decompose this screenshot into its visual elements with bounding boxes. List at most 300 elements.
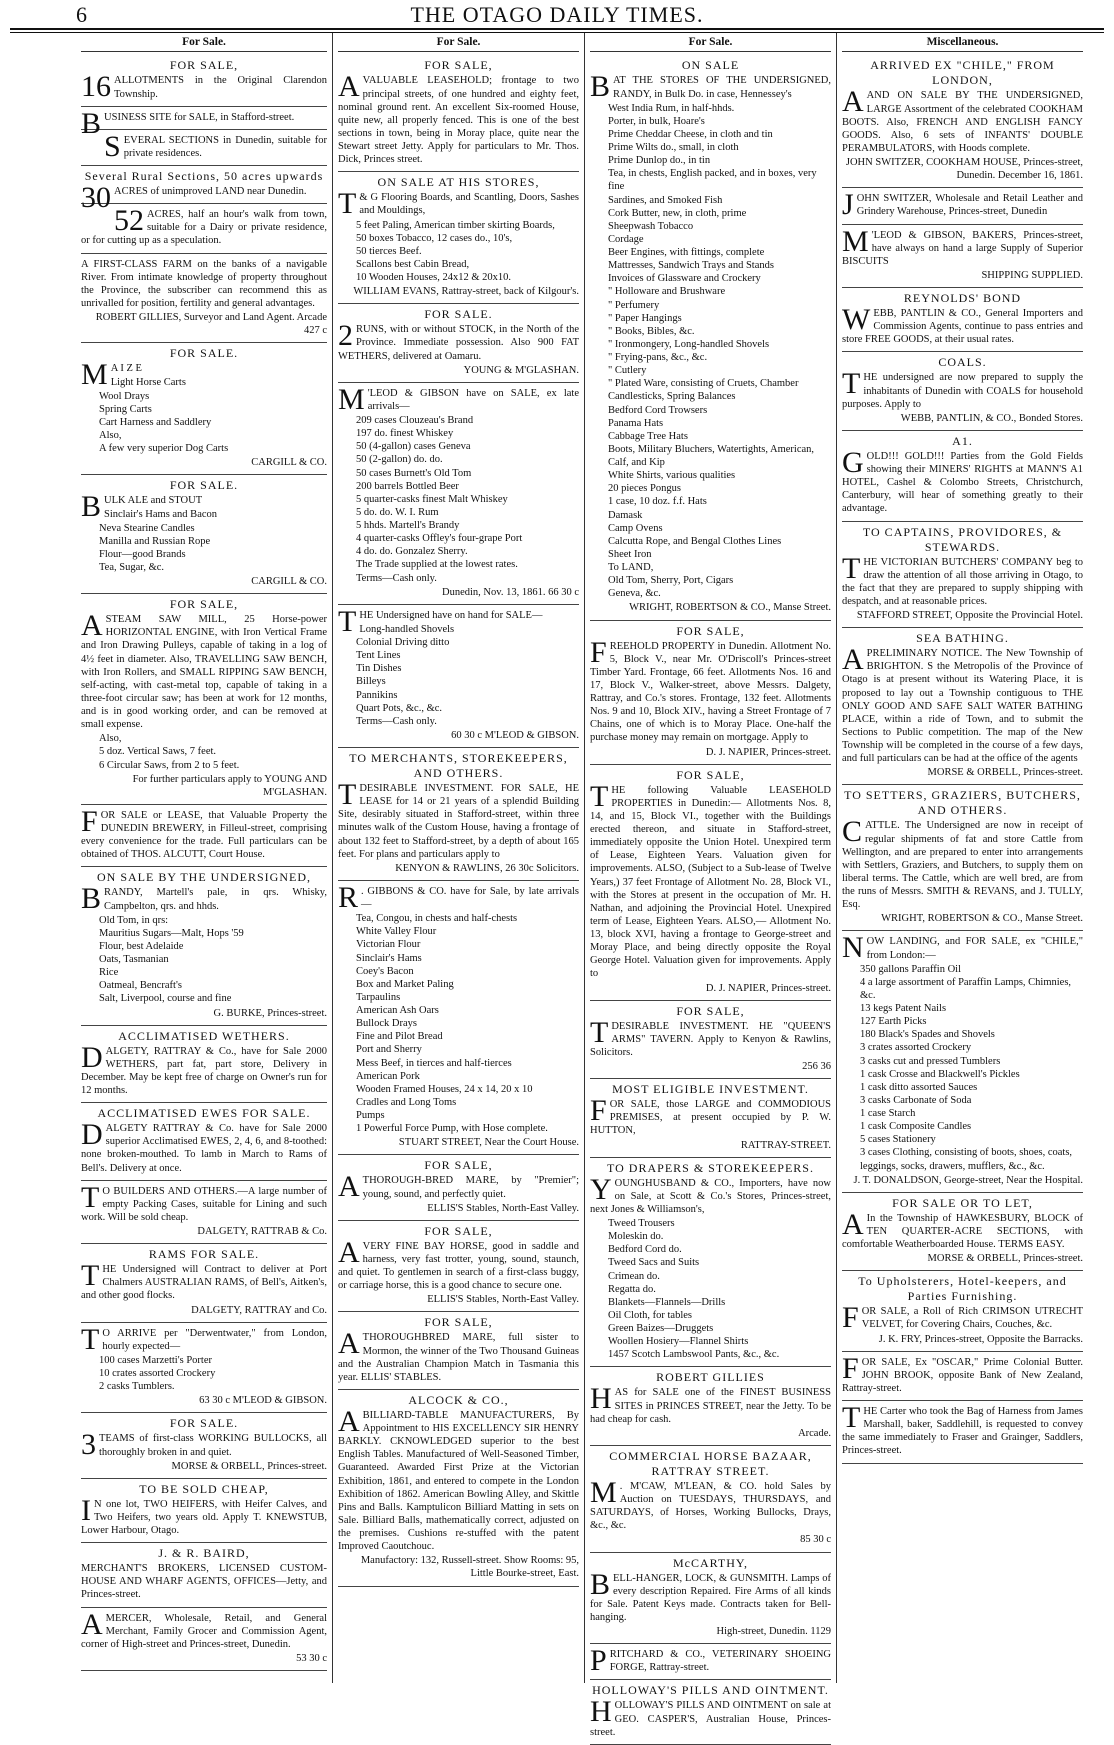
drop-initial: T xyxy=(338,187,357,221)
ad-item: 127 Earth Picks xyxy=(860,1016,927,1028)
ad-text: REEHOLD PROPERTY in Dunedin. Allotment No. 5, Block V., near Mr. O'Driscoll's Princes-street Timber Yard. Frontage, 66 feet. Allotments Nos. 16 and 17, Block V., Walker-street, above Messrs. Dalgety, Rattray, and Co.'s stores. Frontage, 132 feet. Allotments Nos. 9 and 10, Block XIV., having a Street Frontage of 7 Chains, one of which is to Moray Place. One-half the purchase money may remain on mortgage. Apply to xyxy=(590,640,831,744)
advertisement xyxy=(590,1001,831,1080)
ad-title: FOR SALE. xyxy=(169,346,239,361)
ad-signature: DALGETY, RATTRAB & Co. xyxy=(197,1226,327,1237)
advertisement xyxy=(842,1352,1083,1401)
ad-item: Pumps xyxy=(356,1110,385,1121)
ad-body xyxy=(842,367,1083,410)
ad-item: 1 Powerful Force Pump, with Hose complete. xyxy=(356,1123,548,1135)
ad-item: To LAND, xyxy=(608,562,654,573)
ad-title: McCARTHY, xyxy=(672,1555,749,1570)
ad-body xyxy=(81,258,327,311)
advertisement xyxy=(842,188,1083,224)
newspaper-title: THE OTAGO DAILY TIMES. xyxy=(410,2,704,27)
advertisement xyxy=(81,204,327,253)
ad-item-list xyxy=(356,912,579,1135)
ad-text: DESIRABLE INVESTMENT. FOR SALE, HE LEASE for 14 or 21 years of a splendid Building Site, desirably situated in Stafford-street, within three minutes walk of the Custom House, having a frontage of about 132 feet to Stafford-street, by a depth of about 165 feet. For plans and particulars apply to xyxy=(338,783,579,860)
ad-title: FOR SALE, xyxy=(676,623,745,638)
ad-signature: Arcade. xyxy=(798,1427,831,1439)
advertisement xyxy=(81,1543,327,1607)
advertisement xyxy=(81,106,327,140)
ad-item: Woollen Hosiery—Flannel Shirts xyxy=(608,1336,749,1348)
drop-initial: A xyxy=(842,85,864,119)
ad-item: Prime Cheddar Cheese, in cloth and tin xyxy=(608,128,773,140)
ad-text: In the Township of HAWKESBURY, BLOCK of TEN QUARTER-ACRE SECTIONS, with comfortable Weatherboarded House. TERMS EASY. xyxy=(842,1212,1083,1250)
ad-item: Sheet Iron xyxy=(608,548,652,560)
ad-title: FOR SALE. xyxy=(169,478,239,493)
ad-signature: RATTRAY-STREET. xyxy=(740,1139,831,1151)
ad-item: 350 gallons Paraffin Oil xyxy=(860,963,962,975)
ad-item: " Ironmongery, Long-handled Shovels xyxy=(608,338,770,350)
ad-text: OHN SWITZER, Wholesale and Retail Leather and Grindery Warehouse, Princes-street, Dunedin xyxy=(856,193,1083,218)
ad-title: Several Rural Sections, 50 acres upwards xyxy=(84,169,324,183)
ad-item: " Paper Hangings xyxy=(608,312,682,324)
drop-initial: F xyxy=(842,1351,859,1385)
ad-item: Bedford Cord Trowsers xyxy=(608,404,708,416)
ad-body xyxy=(590,635,831,745)
column-3 xyxy=(584,33,836,1738)
advertisement xyxy=(81,1026,327,1104)
ad-body xyxy=(842,85,1083,155)
ad-item: 13 kegs Patent Nails xyxy=(860,1003,947,1014)
ad-signature: G. BURKE, Princes-street. xyxy=(213,1007,327,1019)
ad-title: FOR SALE, xyxy=(424,1315,493,1330)
ad-body xyxy=(81,70,327,104)
ad-item: 5 cases Stationery xyxy=(860,1134,936,1146)
ad-title: ARRIVED EX "CHILE," FROM LONDON, xyxy=(870,58,1055,88)
advertisement xyxy=(842,1271,1083,1351)
ad-item: 5 feet Paling, American timber skirting Boards, xyxy=(356,219,555,231)
ad-item: 6 Circular Saws, from 2 to 5 feet. xyxy=(99,759,240,771)
ad-body xyxy=(590,1382,831,1425)
drop-initial: C xyxy=(842,815,863,849)
ad-text: HE Carter who took the Bag of Harness from James Marshall, baker, Saddlehill, is requested to convey the same immediately to Fraser and Grainger, Saddlers, Princes-street. xyxy=(842,1406,1083,1457)
ad-item-list xyxy=(356,219,579,285)
ad-text: HE following Valuable LEASEHOLD PROPERTIES in Dunedin:— Allotments Nos. 8, 14, and 15, Block VI., together with the Buildings erected thereon, and situate in Stafford-street, immediately opposite the Union Hotel. Unexpired term of Lease, Eighteen Years. Valuation given for improvements. ALSO, (Subject to a Sub-lease of Twelve Years,) 37 feet Frontage of Allotment No. 28, Block VI., with the Stores at present in the occupation of Mr. H. Nathan, and adjoining the Provincial Hotel. Unexpired term of Lease, Eighteen Years. ALSO,— Allotment No. 13, block XVI, having a frontage to George-street and Moray Place, and being directly opposite the Royal George Hotel. Valuation given for improvements. Apply to xyxy=(590,784,831,980)
drop-initial: T xyxy=(338,778,357,811)
ad-title: ACCLIMATISED EWES FOR SALE. xyxy=(97,1106,311,1121)
drop-initial: M xyxy=(338,382,365,416)
ad-text: MERCER, Wholesale, Retail, and General Merchant, Family Grocer and Commission Agent, corner of High-street and Princes-street, Dunedin. xyxy=(81,1612,327,1650)
ad-text: A I Z E xyxy=(110,363,142,375)
ad-item: A few very superior Dog Carts xyxy=(99,443,229,454)
ad-text: HE undersigned are now prepared to supply the inhabitants of Dunedin with COALS for household purposes. Apply to xyxy=(842,372,1083,410)
ad-text: OUNGHUSBAND & CO., Importers, have now on Sale, at Scott & Co.'s Stores, Princes-street, next Jones & Williamson's, xyxy=(590,1177,831,1215)
ad-item: 197 do. finest Whiskey xyxy=(356,428,454,440)
ad-title: TO DRAPERS & STOREKEEPERS. xyxy=(607,1160,814,1175)
advertisement xyxy=(590,1158,831,1368)
drop-initial: T xyxy=(338,604,357,638)
drop-initial: H xyxy=(590,1695,612,1729)
ad-item: Geneva, &c. xyxy=(608,588,661,600)
masthead xyxy=(10,0,1104,28)
ad-body xyxy=(590,1567,831,1625)
ad-text: OR SALE or LEASE, that Valuable Property the DUNEDIN BREWERY, in Filleul-street, comprising every convenience for the trade. Full particulars can be obtained of THOS. ALCUTT, Court House. xyxy=(81,809,327,861)
ad-body xyxy=(81,882,327,916)
ad-body xyxy=(338,1404,579,1553)
ad-item: 4 a large assortment of Paraffin Lamps, Chimnies, &c. xyxy=(860,976,1072,1001)
ad-signature: J. T. DONALDSON, George-street, Near the Hospital. xyxy=(853,1174,1083,1186)
ad-item: 5 hhds. Martell's Brandy xyxy=(356,520,460,531)
ad-title: ACCLIMATISED WETHERS. xyxy=(118,1028,290,1043)
ad-item: Terms—Cash only. xyxy=(356,572,437,584)
drop-initial: N xyxy=(842,931,864,965)
advertisement xyxy=(338,748,579,881)
ad-text: USINESS SITE for SALE, in Stafford-street. xyxy=(104,111,295,123)
ad-signature: WRIGHT, ROBERTSON & CO., Manse Street. xyxy=(629,602,831,614)
ad-signature: D. J. NAPIER, Princes-street. xyxy=(705,746,831,758)
ad-item: Pannikins xyxy=(356,689,398,701)
advertisement xyxy=(590,1367,831,1446)
advertisement xyxy=(842,225,1083,289)
ad-item: Cork Butter, new, in cloth, prime xyxy=(608,207,747,219)
ad-item: Prime Wilts do., small, in cloth xyxy=(608,142,739,153)
ad-item-list xyxy=(99,508,327,574)
ad-title: SEA BATHING. xyxy=(916,631,1009,646)
drop-initial: A xyxy=(338,1235,360,1269)
newspaper-page xyxy=(10,0,1104,1738)
ad-text: STEAM SAW MILL, 25 Horse-power HORIZONTAL ENGINE, with Iron Vertical Frame and Iron Drawing Pulleys, capable of taking in a log of 4½ feet in diameter. Also, TRAVELLING SAW BENCH, with Iron Rollers, and SMALL RIPPING SAW BENCH, self-acting, with cast-metal top, capable of taking in a three-foot circular saw; has been at work for 12 months, and is in good working order, and can be removed at small expense. xyxy=(81,614,327,731)
ad-item: " Frying-pans, &c., &c. xyxy=(608,352,708,363)
drop-initial: P xyxy=(590,1644,607,1678)
ad-item: Coey's Bacon xyxy=(356,965,414,977)
ad-item: Sheepwash Tobacco xyxy=(608,220,694,232)
ad-body xyxy=(338,319,579,362)
advertisement xyxy=(338,1390,579,1587)
ad-text: OR SALE, a Roll of Rich CRIMSON UTRECHT VELVET, for Covering Chairs, Couches, &c. xyxy=(861,1306,1083,1331)
ad-body xyxy=(842,1401,1083,1458)
ad-title: FOR SALE. xyxy=(169,1416,239,1431)
advertisement xyxy=(842,1193,1083,1272)
ad-item: 3 casks cut and pressed Tumblers xyxy=(860,1055,1001,1067)
column-1 xyxy=(76,33,332,1683)
ad-item: Regatta do. xyxy=(608,1283,656,1295)
drop-initial: A xyxy=(338,1170,360,1204)
advertisement xyxy=(338,55,579,172)
advertisement xyxy=(590,621,831,765)
ad-body xyxy=(842,551,1083,609)
ad-item: Oats, Tasmanian xyxy=(99,954,169,965)
ad-item: 209 cases Clouzeau's Brand xyxy=(356,415,474,426)
ad-item-list xyxy=(99,376,327,455)
ad-item: Port and Sherry xyxy=(356,1044,422,1056)
ad-item: Cart Harness and Saddlery xyxy=(99,416,212,428)
ad-title: HOLLOWAY'S PILLS AND OINTMENT. xyxy=(592,1683,829,1698)
ad-item: 3 casks Carbonate of Soda xyxy=(860,1094,972,1106)
column-2 xyxy=(332,33,584,1683)
ad-item: Tin Dishes xyxy=(356,663,402,675)
drop-initial: I xyxy=(81,1493,91,1527)
ad-signature: MORSE & ORBELL, Princes-street. xyxy=(927,1253,1083,1265)
ad-item: 10 crates assorted Crockery xyxy=(99,1368,216,1379)
ad-item: Moleskin do. xyxy=(608,1231,664,1243)
ad-item: Victorian Flour xyxy=(356,939,421,951)
drop-initial: F xyxy=(81,804,98,838)
ad-body xyxy=(81,204,327,247)
ad-body xyxy=(81,1322,327,1356)
advertisement xyxy=(590,1644,831,1680)
ad-text: TEAMS of first-class WORKING BULLOCKS, all thoroughly broken in and quiet. xyxy=(99,1433,327,1458)
advertisement xyxy=(842,785,1083,931)
ad-signature: ROBERT GILLIES, Surveyor and Land Agent. Arcade 427 c xyxy=(95,312,327,337)
advertisement xyxy=(81,55,327,106)
ad-item: 3 crates assorted Crockery xyxy=(860,1042,972,1054)
ad-item-list xyxy=(99,732,327,771)
ad-body xyxy=(81,1180,327,1224)
column-heading: For Sale. xyxy=(81,33,327,52)
ad-item: 50 tierces Beef. xyxy=(356,245,422,257)
ad-body xyxy=(338,1235,579,1293)
ad-title: COALS. xyxy=(938,355,987,370)
column-4 xyxy=(836,33,1088,1683)
ad-text: RUNS, with or without STOCK, in the North of the Province. Immediate possession. Also 900 FAT WETHERS, delivered at Oamaru. xyxy=(338,324,579,362)
ad-item-list xyxy=(99,1354,327,1393)
ad-text: AND ON SALE BY THE UNDERSIGNED, LARGE Assortment of the celebrated COOKHAM BOOTS. Also, FRENCH AND ENGLISH FANCY GOODS. Also, 6 sets of INFANTS' DOUBLE PERAMBULATORS, with Hoods complete. xyxy=(842,90,1083,154)
ad-text: ALGETY RATTRAY & Co. have for Sale 2000 superior Acclimatised EWES, 2, 4, 6, and 8-toothed: none broken-mouthed. To lamb in March to Rams of Bell's. Delivery at once. xyxy=(81,1123,327,1174)
advertisement xyxy=(338,383,579,605)
drop-initial: A xyxy=(842,1207,864,1241)
ad-title: ON SALE BY THE UNDERSIGNED, xyxy=(97,870,311,885)
ad-item: Mattresses, Sandwich Trays and Stands xyxy=(608,260,774,272)
ad-text: OLD!!! GOLD!!! Parties from the Gold Fields showing their MINERS' RIGHTS at MANN'S A1 HOTEL, Cashel & Colombo Streets, Christchurch, Canterbury, will hear of something greatly to their advantage. xyxy=(842,450,1083,515)
ad-signature: CARGILL & CO. xyxy=(251,457,327,469)
drop-initial: M xyxy=(590,1475,617,1509)
ad-text: N one lot, TWO HEIFERS, with Heifer Calves, and Two Heifers, two years old. Apply T. KNEWSTUB, Lower Harbour, Otago. xyxy=(81,1498,327,1536)
ad-item: 1 case Starch xyxy=(860,1108,916,1119)
ad-title: FOR SALE, xyxy=(424,58,493,73)
ad-body xyxy=(81,804,327,862)
ad-item: Panama Hats xyxy=(608,417,664,429)
advertisement xyxy=(81,1323,327,1414)
ad-item: Sinclair's Hams xyxy=(356,952,422,964)
ad-title: REYNOLDS' BOND xyxy=(903,291,1022,305)
drop-initial: B xyxy=(81,106,102,140)
ad-signature: YOUNG & M'GLASHAN. xyxy=(463,364,579,376)
ad-signature: WEBB, PANTLIN, & CO., Bonded Stores. xyxy=(900,412,1083,424)
ad-signature: STUART STREET, Near the Court House. xyxy=(398,1137,579,1149)
ad-title: RAMS FOR SALE. xyxy=(148,1247,260,1262)
ad-item: West India Rum, in half-hhds. xyxy=(608,102,735,114)
advertisement xyxy=(81,1608,327,1672)
drop-initial: T xyxy=(842,367,861,401)
advertisement xyxy=(338,1155,579,1220)
drop-initial: T xyxy=(81,1259,100,1293)
ad-item: Oil Cloth, for tables xyxy=(608,1309,692,1321)
ad-signature: CARGILL & CO. xyxy=(251,576,327,587)
ad-item-list xyxy=(608,1217,831,1361)
advertisement xyxy=(81,1479,327,1543)
ad-text: AS for SALE one of the FINEST BUSINESS SITES in PRINCES STREET, near the Jetty. To be had cheap for cash. xyxy=(590,1387,831,1425)
ad-body xyxy=(81,1607,327,1651)
ad-item: 180 Black's Spades and Shovels xyxy=(860,1029,995,1041)
ad-item: 50 boxes Tobacco, 12 cases do., 10's, xyxy=(356,232,513,244)
ad-text: . GIBBONS & CO. have for Sale, by late arrivals— xyxy=(361,885,579,910)
ad-item: Mauritius Sugars—Malt, Hops '59 xyxy=(99,927,244,939)
ad-text: THOROUGHBRED MARE, full sister to Mormon, the winner of the Two Thousand Guineas and the Australian Champion Match in Tasmania this year. ELLIS' STABLES. xyxy=(338,1332,579,1383)
ad-item: Mess Beef, in tierces and half-tierces xyxy=(356,1057,512,1069)
ad-item: 50 cases Burnett's Old Tom xyxy=(356,467,472,479)
ad-text: ELL-HANGER, LOCK, & GUNSMITH. Lamps of every description Repaired. Fire Arms of all kinds for Sale. Patent Keys made. Contracts taken for Bell-hanging. xyxy=(590,1572,831,1623)
drop-initial: M xyxy=(81,358,108,392)
ad-item: Damask xyxy=(608,509,643,521)
drop-initial: D xyxy=(81,1040,103,1074)
ad-text: RITCHARD & CO., VETERINARY SHOEING FORGE, Rattray-street. xyxy=(609,1649,831,1674)
drop-initial: F xyxy=(842,1301,859,1335)
ad-signature: MORSE & ORBELL, Princes-street. xyxy=(927,767,1083,779)
ad-body xyxy=(590,779,831,981)
advertisement xyxy=(842,1401,1083,1464)
ad-title: MOST ELIGIBLE INVESTMENT. xyxy=(612,1082,809,1097)
ad-text: RANDY, Martell's pale, in qrs. Whisky, Campbelton, qrs. and hhds. xyxy=(104,887,327,912)
advertisement xyxy=(842,288,1083,352)
ad-body xyxy=(81,181,327,214)
ad-item: Colonial Driving ditto xyxy=(356,637,450,648)
advertisement xyxy=(81,166,327,214)
ad-item: White Shirts, various qualities xyxy=(608,470,736,482)
ad-text: ATTLE. The Undersigned are now in receipt of regular shipments of fat and store Cattle from Wellington, and are prepared to enter into arrangements with Settlers, Graziers, and Butchers, to supply them on liberal terms. The Cattle, which are well bred, are from the runs of Messrs. SMITH & REVANS, and J. TULLY, Esq. xyxy=(842,820,1083,911)
advertisement xyxy=(81,475,327,594)
ad-signature: JOHN SWITZER, COOKHAM HOUSE, Princes-street, Dunedin. December 16, 1861. xyxy=(845,157,1083,182)
ad-item: Spring Carts xyxy=(99,403,152,415)
drop-initial: G xyxy=(842,445,864,479)
column-heading: For Sale. xyxy=(338,33,579,52)
columns xyxy=(10,33,1104,1738)
ad-item: American Ash Oars xyxy=(356,1005,439,1016)
ad-text: PRELIMINARY NOTICE. The New Township of BRIGHTON. S the Metropolis of the Province of Otago is at present without its Watering Place, it is proposed to lay out a Township contiguous to THE ONLY GOOD AND SAFE SALT WATER BATHING PLACE, within a ride of Town, and to submit the Sections to Public competition. The map of the New Township will be completed in the course of a few days, and full particulars can be had at the office of the agents xyxy=(842,648,1083,765)
ad-item: Sinclair's Hams and Bacon xyxy=(104,509,218,521)
ad-signature: 63 30 c M'LEOD & GIBSON. xyxy=(199,1395,327,1407)
ad-title: To Upholsterers, Hotel-keepers, and Parties Furnishing. xyxy=(858,1274,1067,1304)
ad-signature: STAFFORD STREET, Opposite the Provincial Hotel. xyxy=(856,610,1083,621)
ad-text: AT THE STORES OF THE UNDERSIGNED, RANDY, in Bulk Do. in case, Hennessey's xyxy=(613,75,831,100)
advertisement xyxy=(590,1079,831,1158)
ad-title: A1. xyxy=(952,433,973,448)
advertisement xyxy=(81,1181,327,1245)
drop-initial: A xyxy=(338,1327,360,1361)
ad-item: " Perfumery xyxy=(608,299,660,311)
advertisement xyxy=(81,1103,327,1181)
ad-item: Tweed Trousers xyxy=(608,1218,675,1229)
ad-signature: DALGETY, RATTRAY and Co. xyxy=(191,1304,327,1316)
ad-item: Wool Drays xyxy=(99,390,150,402)
ad-body xyxy=(590,70,831,104)
drop-initial: T xyxy=(590,1015,609,1049)
drop-initial: T xyxy=(590,779,609,813)
ad-text: O ARRIVE per "Derwentwater," from London, hourly expected— xyxy=(102,1327,327,1352)
ad-text: HE VICTORIAN BUTCHERS' COMPANY beg to draw the attention of all those arriving in Otago, to the fact that they are prepared to supply shipping with despatch, and at reasonable prices. xyxy=(842,556,1083,607)
drop-initial: 2 xyxy=(338,319,353,353)
advertisement xyxy=(338,304,579,383)
advertisement xyxy=(81,867,327,1025)
ad-title: FOR SALE. xyxy=(424,307,493,322)
ad-body xyxy=(842,188,1083,222)
ad-text: OLLOWAY'S PILLS AND OINTMENT on sale at GEO. CASPER'S, Australian House, Princes-street. xyxy=(590,1700,831,1738)
ad-item: Cradles and Long Toms xyxy=(356,1096,457,1108)
drop-initial: J xyxy=(842,188,854,222)
ad-signature: KENYON & RAWLINS, 26 30c Solicitors. xyxy=(395,862,579,874)
ad-item: Tent Lines xyxy=(356,650,401,662)
ad-body xyxy=(81,1118,327,1175)
drop-initial: B xyxy=(590,1567,611,1601)
ad-item: Invoices of Glassware and Crockery xyxy=(608,273,761,285)
drop-initial: M xyxy=(842,224,869,258)
ad-item: Tea, Congou, in chests and half-chests xyxy=(356,913,518,925)
ad-item: 10 Wooden Houses, 24x12 & 20x10. xyxy=(356,272,511,283)
advertisement xyxy=(590,55,831,620)
ad-title: TO CAPTAINS, PROVIDORES, & STEWARDS. xyxy=(862,524,1063,554)
advertisement xyxy=(842,352,1083,431)
ad-text: OR SALE, those LARGE and COMMODIOUS PREMISES, at present occupied by P. W. HUTTON, xyxy=(590,1099,831,1137)
advertisement xyxy=(81,805,327,868)
drop-initial: B xyxy=(81,882,102,916)
ad-text: O BUILDERS AND OTHERS.—A large number of empty Packing Cases, suitable for Lining and such work. Will be sold cheap. xyxy=(81,1185,327,1223)
ad-item: Flour, best Adelaide xyxy=(99,940,184,952)
ad-item: " Holloware and Brushware xyxy=(608,286,726,298)
ad-body xyxy=(338,70,579,166)
advertisement xyxy=(842,628,1083,785)
ad-text: A FIRST-CLASS FARM on the banks of a navigable River. From intimate knowledge of property throughout the Province, the subscriber can recommend this as unrivalled for position, fertility and general advantages. xyxy=(81,258,327,309)
ad-text: BILLIARD-TABLE MANUFACTURERS, By Appointment to HIS EXCELLENCY SIR HENRY BARKLY. CKNOWLEDGED superior to the best English Tables. Manufactured of Well-Seasoned Timber, Guaranteed. Awarded First Prize at the Victorian Exhibition, 1861, and entered to compete in the London Exhibition of 1862. American Bowling Alley, and Skittle Pins and Balls. Kamptulicon Billiard Matting in sets on Sale. Billiard Balls, mathematically correct, adjusted on the premises. Cushions re-stuffed with the patent Improved Caoutchouc. xyxy=(338,1409,579,1553)
ad-title: FOR SALE, xyxy=(676,767,745,782)
ad-item: Also, xyxy=(99,733,122,745)
ad-item-list xyxy=(356,414,579,585)
ad-item: Green Baizes—Druggets xyxy=(608,1323,714,1334)
ad-body xyxy=(590,1644,831,1678)
ad-item-list xyxy=(99,914,327,1006)
ad-signature: For further particulars apply to YOUNG AND M'GLASHAN. xyxy=(132,773,327,798)
ad-item: Billeys xyxy=(356,676,386,688)
ad-item: Fine and Pilot Bread xyxy=(356,1031,443,1043)
ad-item: " Books, Bibles, &c. xyxy=(608,325,695,337)
ad-body xyxy=(338,778,579,861)
advertisement xyxy=(81,1413,327,1478)
drop-initial: A xyxy=(81,1607,103,1641)
advertisement xyxy=(842,931,1083,1192)
ad-title: FOR SALE, xyxy=(424,1223,493,1238)
ad-signature: WILLIAM EVANS, Rattray-street, back of Kilgour's. xyxy=(353,286,579,298)
drop-initial: H xyxy=(590,1382,612,1416)
ad-title: TO MERCHANTS, STOREKEEPERS, AND OTHERS. xyxy=(349,751,568,780)
ad-title: FOR SALE, xyxy=(424,1158,493,1173)
ad-signature: Dunedin, Nov. 13, 1861. 66 30 c xyxy=(442,586,579,598)
ad-text: DESIRABLE INVESTMENT. HE "QUEEN'S ARMS" TAVERN. Apply to Kenyon & Rawlins, Solicitors. xyxy=(590,1020,831,1058)
advertisement xyxy=(81,254,327,344)
ad-body xyxy=(590,1015,831,1059)
ad-title: FOR SALE OR TO LET, xyxy=(892,1195,1033,1210)
ad-item: 4 do. do. Gonzalez Sherry. xyxy=(356,546,468,558)
ad-item: Cabbage Tree Hats xyxy=(608,430,688,442)
ad-item: 20 pieces Pongus xyxy=(608,483,681,495)
ad-text: VERY FINE BAY HORSE, good in saddle and harness, very fast trotter, young, sound, staunch, and quiet. To gentlemen in search of a first-class buggy, or carriage horse, this is a good chance to secure one. xyxy=(338,1240,579,1292)
drop-initial: B xyxy=(590,70,611,104)
ad-item: Old Tom, in qrs: xyxy=(99,914,169,926)
drop-initial: T xyxy=(842,1401,861,1434)
ad-body xyxy=(590,1475,831,1533)
drop-initial: T xyxy=(81,1322,100,1356)
ad-item: 1457 Scotch Lambswool Pants, &c., &c. xyxy=(608,1349,780,1361)
ad-item: Calcutta Rope, and Bengal Clothes Lines xyxy=(608,535,782,547)
ad-item: White Valley Flour xyxy=(356,926,437,938)
drop-initial: A xyxy=(338,1404,360,1438)
ad-body xyxy=(81,1428,327,1462)
ad-item: 3 cases Clothing, consisting of boots, shoes, coats, leggings, socks, drawers, mufflers, &c., &c. xyxy=(860,1147,1073,1172)
ad-text: 'LEOD & GIBSON, BAKERS, Princes-street, have always on hand a large Supply of Superior BISCUITS xyxy=(842,229,1083,267)
ad-title: FOR SALE, xyxy=(169,58,239,73)
ad-item: Box and Market Paling xyxy=(356,978,454,990)
ad-item: 1 case, 10 doz. f.f. Hats xyxy=(608,496,707,508)
ad-title: ON SALE AT HIS STORES, xyxy=(377,175,540,190)
ad-item: Prime Dunlop do., in tin xyxy=(608,155,711,167)
